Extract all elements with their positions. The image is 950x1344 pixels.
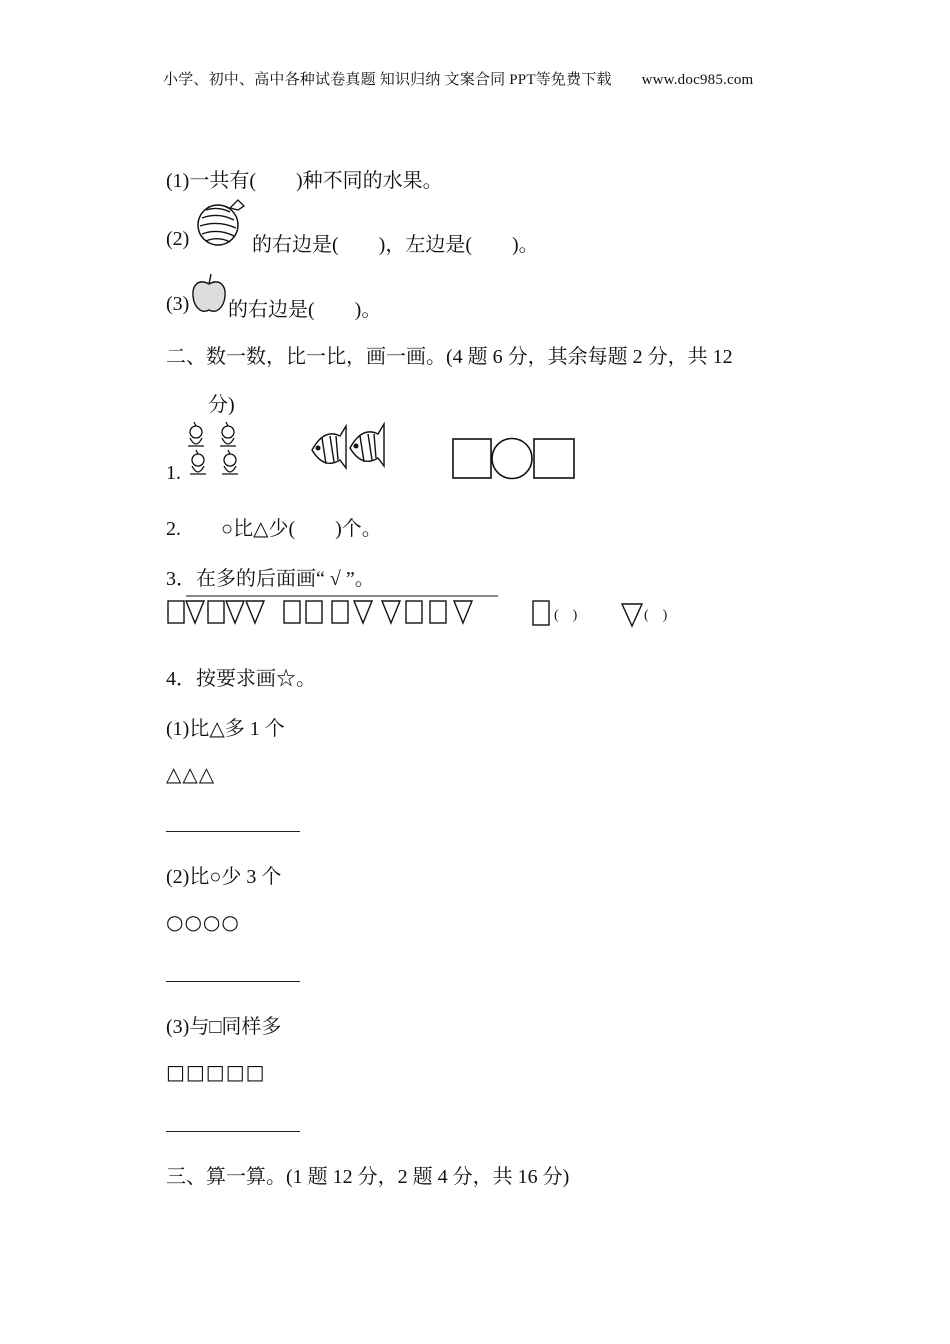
answer-line-3[interactable]: [166, 1131, 300, 1132]
square-icon: [430, 601, 446, 623]
answer-line-2[interactable]: [166, 981, 300, 982]
question-1-3-suffix: 的右边是( )。: [228, 299, 382, 321]
circle-icon: [492, 439, 532, 479]
question-1-2-prefix: (2): [166, 228, 190, 250]
watermelon-icon: [194, 198, 248, 250]
item-4-sub-3-label: (3)与□同样多: [166, 1016, 282, 1038]
square-icon: [406, 601, 422, 623]
square-icon: [284, 601, 300, 623]
square-circle-square-group: [452, 438, 576, 480]
fish-icon: [310, 422, 390, 474]
item-2: 2. ○比△少( )个。: [166, 518, 382, 540]
question-1-2-suffix: 的右边是( )，左边是( )。: [252, 234, 539, 256]
header-site: www.doc985.com: [641, 72, 754, 88]
square-icon: [332, 601, 348, 623]
squirrel-icon: [182, 422, 252, 480]
square-icon: [534, 439, 574, 478]
answer-square-paren[interactable]: ( ): [554, 608, 578, 623]
square-icon: [208, 601, 224, 623]
item-4: 4．按要求画☆。: [166, 668, 316, 690]
header-left-text: 小学、初中、高中各种试卷真题 知识归纳 文案合同 PPT等免费下载: [163, 72, 612, 88]
section-2-title-cont: 分): [208, 394, 235, 416]
answer-triangle-icon: [620, 602, 644, 628]
question-1-3-prefix: (3): [166, 293, 190, 315]
section-2-title: 二、数一数，比一比，画一画。(4 题 6 分，其余每题 2 分，共 12: [166, 346, 733, 368]
item-4-sub-3-shapes: □□□□□: [166, 1060, 266, 1084]
triangle-icon: [186, 601, 204, 623]
section-3-title: 三、算一算。(1 题 12 分，2 题 4 分，共 16 分): [166, 1166, 570, 1188]
square-icon: [168, 601, 184, 623]
item-4-sub-2-label: (2)比○少 3 个: [166, 866, 282, 888]
triangle-icon: [354, 601, 372, 623]
item-4-sub-1-label: (1)比△多 1 个: [166, 718, 285, 740]
item-4-sub-1-shapes: △△△: [166, 762, 216, 786]
triangle-icon: [246, 601, 264, 623]
item-4-sub-2-shapes: ○○○○: [166, 910, 240, 934]
triangle-icon: [382, 601, 400, 623]
item-1-label: 1.: [166, 462, 181, 484]
answer-triangle-paren[interactable]: ( ): [644, 608, 668, 623]
shape-sequence: [166, 594, 506, 626]
answer-square-icon: [532, 600, 552, 626]
question-1-1: (1)一共有( )种不同的水果。: [166, 170, 443, 192]
triangle-icon: [454, 601, 472, 623]
square-icon: [453, 439, 491, 478]
triangle-icon: [226, 601, 244, 623]
item-3: 3．在多的后面画“ √ ”。: [166, 568, 375, 590]
square-icon: [306, 601, 322, 623]
apple-icon: [190, 272, 228, 316]
page-header: [163, 68, 753, 89]
answer-line-1[interactable]: [166, 831, 300, 832]
